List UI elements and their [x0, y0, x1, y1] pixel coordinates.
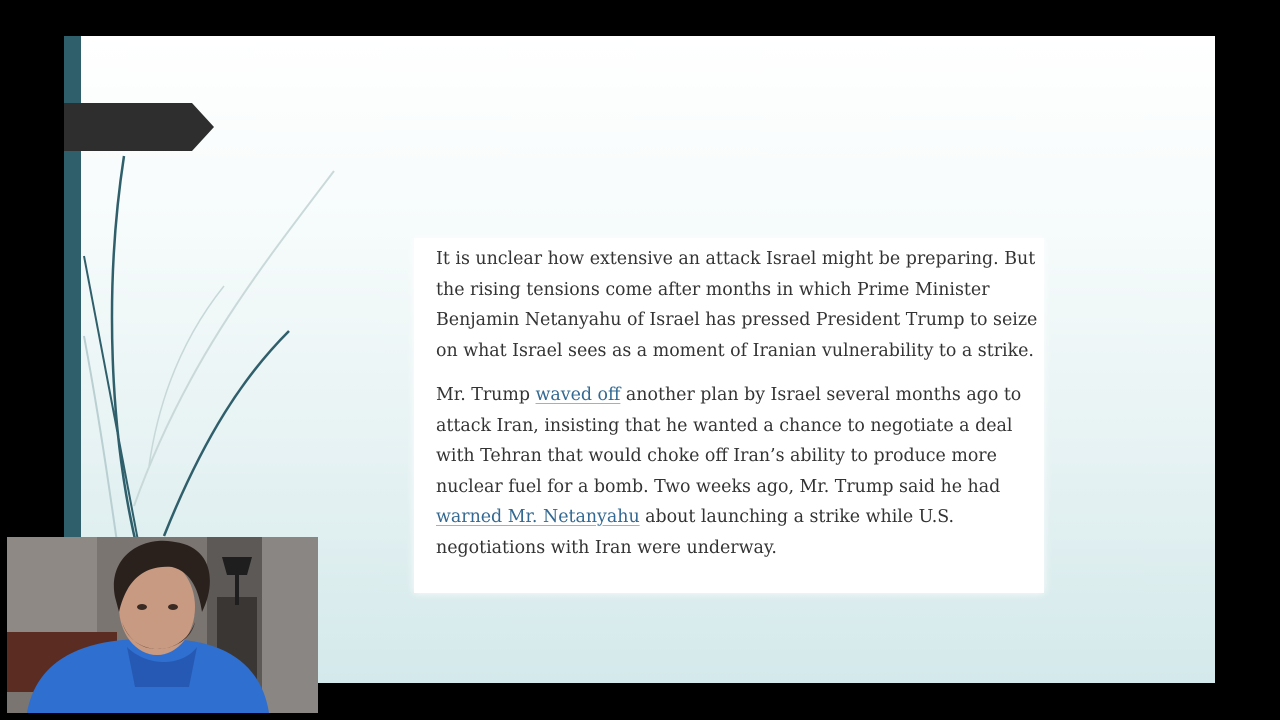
article-text-run: It is unclear how extensive an attack Israel might be preparing. But the rising tensions come after months in which Prime Minister Benjamin Netanyahu of Israel has pressed President Trump to seize on what Israel sees as a moment of Iranian vulnerability to a strike.	[436, 249, 1038, 361]
webcam-image	[7, 537, 318, 713]
article-text	[436, 244, 1046, 577]
presenter-webcam	[7, 537, 318, 713]
title-arrow-shape	[64, 103, 214, 151]
article-link[interactable]: warned Mr. Netanyahu	[436, 507, 640, 527]
article-excerpt	[414, 238, 1044, 593]
article-paragraph	[436, 244, 1046, 366]
article-link[interactable]: waved off	[535, 385, 621, 405]
article-text-run: about launching a strike while U.S. negotiations with Iran were underway.	[436, 507, 955, 558]
article-text-run: another plan by Israel several months ago to attack Iran, insisting that he wanted a chance to negotiate a deal with Tehran that would choke off Iran’s ability to produce more nuclear fuel for a bomb. Two weeks ago, Mr. Trump said he had	[436, 385, 1022, 497]
article-text-run: Mr. Trump	[436, 385, 536, 405]
article-paragraph	[436, 380, 1046, 563]
